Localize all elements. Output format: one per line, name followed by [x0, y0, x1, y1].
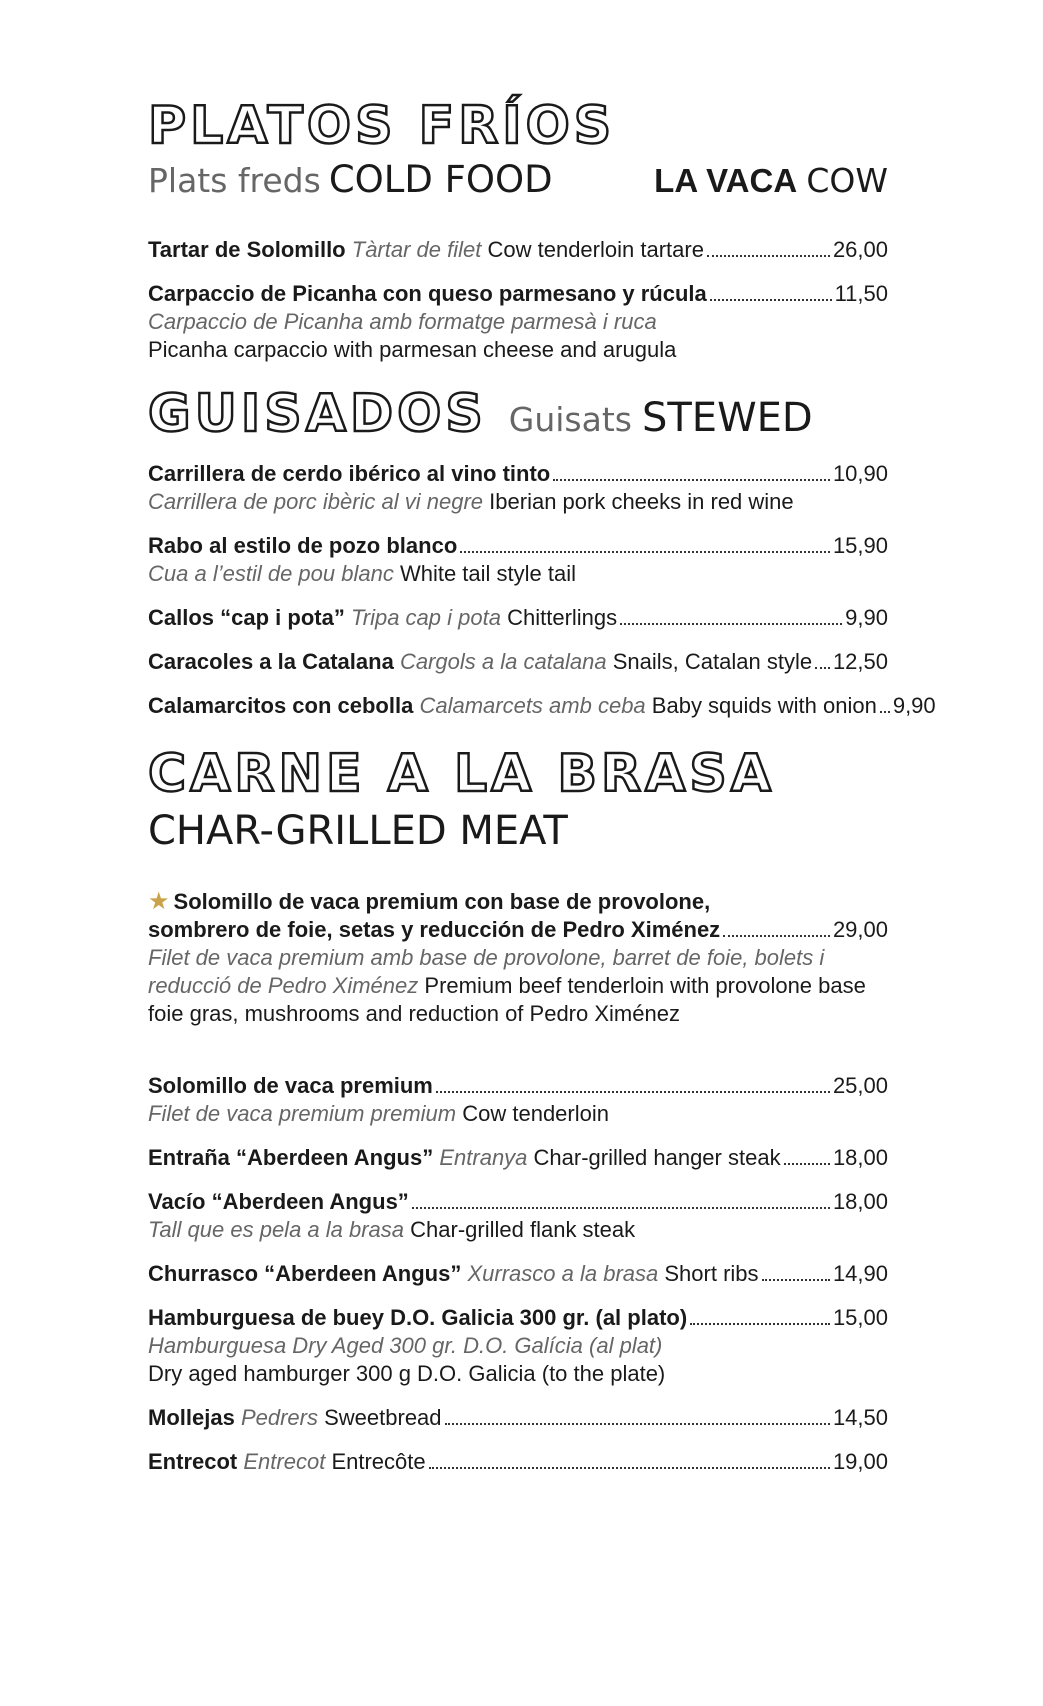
item-name: Vacío “Aberdeen Angus” — [148, 1189, 409, 1214]
item-price: 29,00 — [832, 917, 888, 942]
menu-item — [148, 1072, 888, 1128]
item-name-english: Premium beef tenderloin with provolone base — [424, 973, 866, 998]
item-name-english: foie gras, mushrooms and reduction of Pedro Ximénez — [148, 1001, 680, 1026]
item-price: 9,90 — [892, 693, 936, 718]
section-cold-food — [148, 96, 888, 201]
dot-leader — [429, 1467, 830, 1469]
dot-leader — [412, 1207, 830, 1209]
menu-item — [148, 280, 888, 364]
item-name: Tartar de Solomillo — [148, 237, 346, 262]
item-name-english: Cow tenderloin tartare — [487, 237, 704, 262]
item-name-english: Iberian pork cheeks in red wine — [489, 489, 794, 514]
item-name-english: Char-grilled hanger steak — [533, 1145, 781, 1170]
item-name-catalan: Cargols a la catalana — [399, 649, 607, 674]
item-name-catalan: Entrecot — [243, 1449, 326, 1474]
dot-leader — [553, 479, 830, 481]
item-price: 19,00 — [832, 1449, 888, 1474]
menu-item — [148, 1188, 888, 1244]
menu-item — [148, 692, 936, 720]
dot-leader — [762, 1279, 830, 1281]
item-name-english: Dry aged hamburger 300 g D.O. Galicia (to the plate) — [148, 1361, 666, 1386]
item-price: 12,50 — [832, 649, 888, 674]
item-name-catalan: Calamarcets amb ceba — [419, 693, 646, 718]
item-name-catalan: Xurrasco a la brasa — [467, 1261, 659, 1286]
menu-item — [148, 1404, 888, 1432]
item-price: 9,90 — [845, 605, 888, 630]
dot-leader — [707, 255, 830, 257]
item-name-english: Sweetbread — [324, 1405, 442, 1430]
item-name-catalan: Tàrtar de filet — [351, 237, 482, 262]
item-name-english: Chitterlings — [507, 605, 618, 630]
section-subtitle-row — [148, 158, 888, 201]
item-price: 25,00 — [832, 1073, 888, 1098]
menu-item — [148, 532, 888, 588]
dot-leader — [460, 551, 830, 553]
item-name-catalan: Tripa cap i pota — [350, 605, 501, 630]
dot-leader — [815, 667, 830, 669]
item-name-english: Picanha carpaccio with parmesan cheese and arugula — [148, 337, 677, 362]
menu-item — [148, 236, 888, 264]
category-label-english: COW — [806, 161, 888, 200]
menu-item — [148, 1304, 888, 1388]
item-price: 14,90 — [832, 1261, 888, 1286]
item-name-english: Cow tenderloin — [462, 1101, 609, 1126]
item-name: Solomillo de vaca premium con base de provolone, — [173, 889, 711, 914]
item-name-catalan: Hamburguesa Dry Aged 300 gr. D.O. Galícia (al plat) — [148, 1333, 663, 1358]
dot-leader — [710, 299, 832, 301]
item-name-catalan: Filet de vaca premium premium — [148, 1101, 457, 1126]
item-price: 26,00 — [832, 237, 888, 262]
menu-item — [148, 1144, 888, 1172]
menu-item — [148, 648, 888, 676]
section-title: CARNE A LA BRASA — [148, 744, 776, 804]
item-price: 11,50 — [834, 281, 888, 306]
subtitle-catalan: Guisats — [508, 400, 632, 439]
item-name: Solomillo de vaca premium — [148, 1073, 433, 1098]
item-name-catalan: Filet de vaca premium amb base de provolone, barret de foie, bolets i — [148, 945, 825, 970]
dot-leader — [723, 935, 830, 937]
subtitle-catalan: Plats freds — [148, 161, 321, 200]
item-name-catalan: Carrillera de porc ibèric al vi negre — [148, 489, 484, 514]
dot-leader — [445, 1423, 830, 1425]
item-name: Carrillera de cerdo ibérico al vino tinto — [148, 461, 551, 486]
item-name-english: Baby squids with onion — [651, 693, 877, 718]
item-price: 18,00 — [832, 1145, 888, 1170]
item-name-catalan: Tall que es pela a la brasa — [148, 1217, 405, 1242]
subtitle-english: COLD FOOD — [328, 158, 553, 201]
category-label — [654, 161, 888, 200]
item-name-english: Entrecôte — [331, 1449, 426, 1474]
item-name-catalan: Pedrers — [240, 1405, 318, 1430]
item-name: Caracoles a la Catalana — [148, 649, 394, 674]
section-title: GUISADOS — [148, 384, 487, 444]
item-name: Entrecot — [148, 1449, 238, 1474]
dot-leader — [880, 711, 890, 713]
section-stewed — [148, 384, 813, 444]
item-price: 14,50 — [832, 1405, 888, 1430]
dot-leader — [784, 1163, 830, 1165]
menu-item — [148, 460, 888, 516]
item-name: Entraña “Aberdeen Angus” — [148, 1145, 434, 1170]
category-label-spanish: LA VACA — [654, 162, 798, 199]
item-name: Carpaccio de Picanha con queso parmesano y rúcula — [148, 281, 707, 306]
item-name-catalan: Cua a l’estil de pou blanc — [148, 561, 394, 586]
section-char-grilled — [148, 744, 776, 854]
item-price: 18,00 — [832, 1189, 888, 1214]
dot-leader — [690, 1323, 830, 1325]
star-icon: ★ — [148, 888, 170, 915]
item-name-english: Char-grilled flank steak — [410, 1217, 636, 1242]
item-name: Churrasco “Aberdeen Angus” — [148, 1261, 462, 1286]
item-name: Rabo al estilo de pozo blanco — [148, 533, 458, 558]
item-price: 10,90 — [832, 461, 888, 486]
item-name-english: Short ribs — [664, 1261, 759, 1286]
item-name-catalan: Carpaccio de Picanha amb formatge parmesà i ruca — [148, 309, 657, 334]
menu-item — [148, 1260, 888, 1288]
item-name: Mollejas — [148, 1405, 235, 1430]
item-name-catalan: reducció de Pedro Ximénez — [148, 973, 419, 998]
subtitle-english: STEWED — [641, 395, 813, 441]
dot-leader — [620, 623, 842, 625]
item-name: sombrero de foie, setas y reducción de Pedro Ximénez — [148, 917, 721, 942]
subtitle-english: CHAR-GRILLED MEAT — [148, 808, 568, 854]
item-name-english: White tail style tail — [399, 561, 577, 586]
dot-leader — [436, 1091, 830, 1093]
section-title: PLATOS FRÍOS — [148, 96, 616, 156]
item-price: 15,00 — [832, 1305, 888, 1330]
menu-item — [148, 604, 888, 632]
item-name: Hamburguesa de buey D.O. Galicia 300 gr. (al plato) — [148, 1305, 688, 1330]
menu-item-featured — [148, 888, 888, 1028]
item-name-catalan: Entranya — [439, 1145, 528, 1170]
item-name: Callos “cap i pota” — [148, 605, 345, 630]
item-price: 15,90 — [832, 533, 888, 558]
item-name: Calamarcitos con cebolla — [148, 693, 414, 718]
menu-item — [148, 1448, 888, 1476]
item-name-english: Snails, Catalan style — [612, 649, 813, 674]
